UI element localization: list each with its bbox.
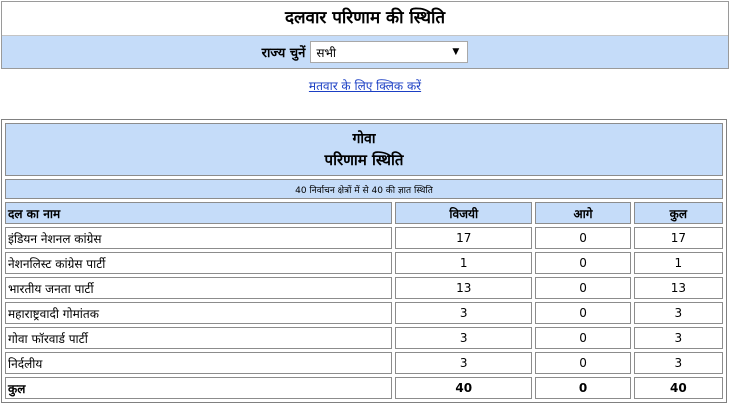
- total-row: [5, 377, 723, 399]
- total-count: 13: [634, 277, 723, 299]
- results-table: [1, 119, 727, 403]
- party-results-header: [1, 1, 729, 69]
- state-select-label: राज्य चुनें: [261, 46, 306, 61]
- column-header-party: दल का नाम: [5, 202, 392, 224]
- won-count: 3: [395, 327, 532, 349]
- party-name: भारतीय जनता पार्टी: [5, 277, 392, 299]
- results-subtitle: परिणाम स्थिति: [324, 150, 404, 169]
- state-select[interactable]: [310, 41, 468, 63]
- state-select-value: सभी: [316, 45, 336, 60]
- page-title: दलवार परिणाम की स्थिति: [2, 2, 728, 36]
- total-total: 40: [634, 377, 723, 399]
- column-header-leading: आगे: [535, 202, 630, 224]
- total-label: कुल: [5, 377, 392, 399]
- leading-count: 0: [535, 277, 630, 299]
- won-count: 3: [395, 352, 532, 374]
- leading-count: 0: [535, 327, 630, 349]
- party-name: गोवा फॉरवार्ड पार्टी: [5, 327, 392, 349]
- total-count: 3: [634, 327, 723, 349]
- table-row: [5, 302, 723, 324]
- leading-count: 0: [535, 302, 630, 324]
- total-leading: 0: [535, 377, 630, 399]
- table-row: [5, 252, 723, 274]
- total-count: 3: [634, 352, 723, 374]
- leading-count: 0: [535, 352, 630, 374]
- party-name: नेशनलिस्ट कांग्रेस पार्टी: [5, 252, 392, 274]
- column-header-won: विजयी: [395, 202, 532, 224]
- state-selector-row: [2, 36, 728, 68]
- vote-wise-link[interactable]: मतवार के लिए क्लिक करें: [308, 79, 422, 93]
- table-row: [5, 327, 723, 349]
- total-count: 1: [634, 252, 723, 274]
- party-name: महाराष्ट्रवादी गोमांतक: [5, 302, 392, 324]
- dropdown-arrow-icon: ▼: [452, 47, 460, 57]
- column-header-total: कुल: [634, 202, 723, 224]
- won-count: 3: [395, 302, 532, 324]
- total-won: 40: [395, 377, 532, 399]
- table-row: [5, 227, 723, 249]
- total-count: 17: [634, 227, 723, 249]
- leading-count: 0: [535, 227, 630, 249]
- party-name: इंडियन नेशनल कांग्रेस: [5, 227, 392, 249]
- won-count: 13: [395, 277, 532, 299]
- won-count: 1: [395, 252, 532, 274]
- results-title-cell: [5, 123, 723, 176]
- total-count: 3: [634, 302, 723, 324]
- party-name: निर्दलीय: [5, 352, 392, 374]
- table-row: [5, 352, 723, 374]
- constituency-count-note: 40 निर्वाचन क्षेत्रों में से 40 की ज्ञात स्थिति: [5, 179, 723, 199]
- table-row: [5, 277, 723, 299]
- leading-count: 0: [535, 252, 630, 274]
- state-name: गोवा: [352, 130, 376, 147]
- won-count: 17: [395, 227, 532, 249]
